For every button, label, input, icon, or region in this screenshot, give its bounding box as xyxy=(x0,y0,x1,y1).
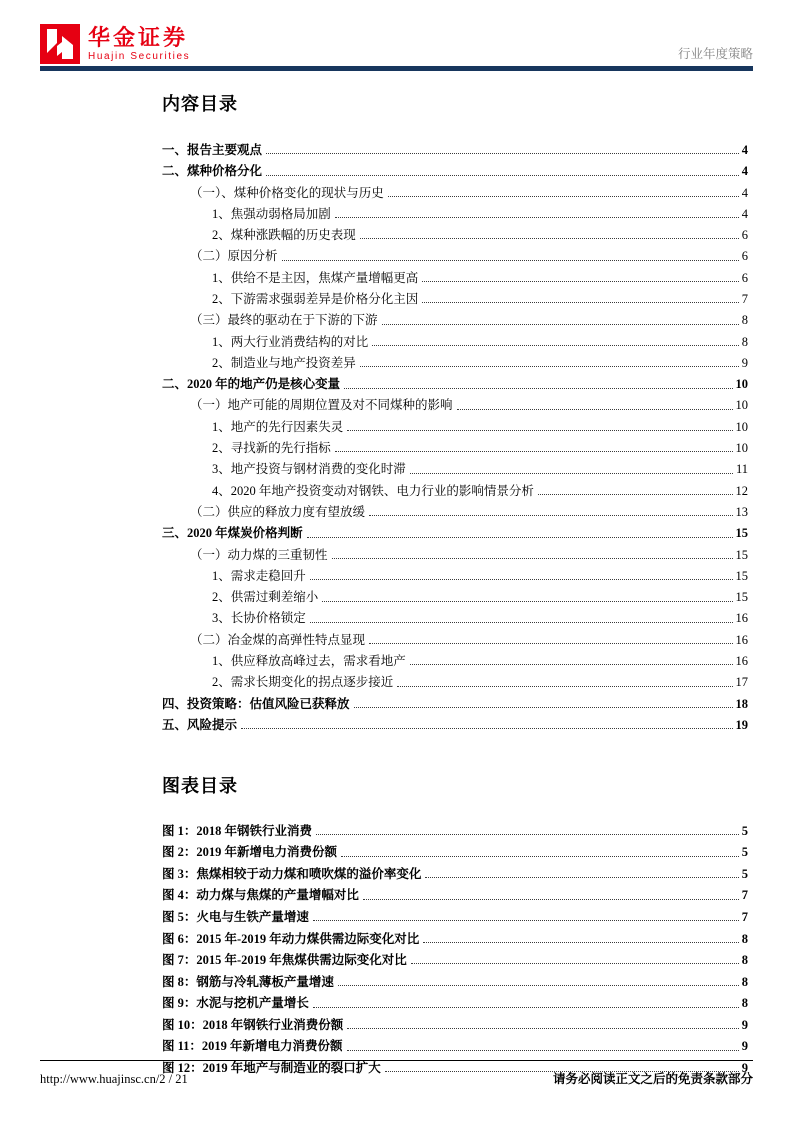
entry-label: （一）、煤种价格变化的现状与历史 xyxy=(190,185,384,200)
entry-label: 1、两大行业消费结构的对比 xyxy=(212,334,369,349)
dot-leader xyxy=(344,388,732,389)
dot-leader xyxy=(372,345,738,346)
dot-leader xyxy=(410,473,733,474)
entry-page-number: 7 xyxy=(741,888,748,903)
figure-entry[interactable] xyxy=(162,946,748,968)
dot-leader xyxy=(457,409,733,410)
entry-label: 图 9：水泥与挖机产量增长 xyxy=(162,996,309,1011)
dot-leader xyxy=(282,260,739,261)
entry-label: 2、需求长期变化的拐点逐步接近 xyxy=(212,675,394,690)
entry-page-number: 8 xyxy=(741,334,748,349)
dot-leader xyxy=(313,1007,739,1008)
entry-label: （三）最终的驱动在于下游的下游 xyxy=(190,313,378,328)
brand xyxy=(40,24,190,64)
toc-entry[interactable] xyxy=(162,605,748,626)
dot-leader xyxy=(266,153,739,154)
entry-label: 一、报告主要观点 xyxy=(162,142,263,157)
entry-page-number: 4 xyxy=(741,164,748,179)
entry-page-number: 4 xyxy=(741,185,748,200)
dot-leader xyxy=(410,664,733,665)
entry-page-number: 4 xyxy=(741,206,748,221)
toc-entry[interactable] xyxy=(162,477,748,498)
entry-label: 图 8：钢筋与冷轧薄板产量增速 xyxy=(162,974,334,989)
toc-title: 内容目录 xyxy=(162,94,238,114)
entry-page-number: 11 xyxy=(735,462,748,477)
entry-label: 二、2020 年的地产仍是核心变量 xyxy=(162,377,341,392)
entry-label: 图 3：焦煤相较于动力煤和喷吹煤的溢价率变化 xyxy=(162,866,422,881)
toc-entry[interactable] xyxy=(162,242,748,263)
entry-page-number: 10 xyxy=(735,398,748,413)
entry-page-number: 7 xyxy=(741,292,748,306)
entry-label: （二）供应的释放力度有望放缓 xyxy=(190,504,366,519)
dot-leader xyxy=(338,985,739,986)
dot-leader xyxy=(360,238,739,239)
toc-entry[interactable] xyxy=(162,626,748,647)
toc-entry[interactable] xyxy=(162,519,748,540)
entry-label: （二）原因分析 xyxy=(190,249,278,264)
toc-entry[interactable] xyxy=(162,413,748,434)
entry-page-number: 9 xyxy=(741,1017,748,1032)
dot-leader xyxy=(266,175,739,176)
entry-page-number: 8 xyxy=(741,931,748,946)
entry-label: 三、2020 年煤炭价格判断 xyxy=(162,526,303,541)
dot-leader xyxy=(310,622,733,623)
toc-entry[interactable] xyxy=(162,562,748,583)
entry-label: 2、制造业与地产投资差异 xyxy=(212,355,356,370)
entry-page-number: 8 xyxy=(741,313,748,328)
dot-leader xyxy=(354,707,733,708)
entry-label: 图 6：2015 年-2019 年动力煤供需边际变化对比 xyxy=(162,931,420,946)
entry-page-number: 5 xyxy=(741,845,748,860)
entry-label: 3、地产投资与钢材消费的变化时滞 xyxy=(212,462,406,477)
entry-page-number: 13 xyxy=(735,504,748,519)
dot-leader xyxy=(310,579,733,580)
entry-label: 图 1：2018 年钢铁行业消费 xyxy=(162,823,313,838)
entry-label: （一）动力煤的三重韧性 xyxy=(190,547,328,562)
figure-entry[interactable] xyxy=(162,816,748,838)
entry-label: 图 7：2015 年-2019 年焦煤供需边际变化对比 xyxy=(162,953,407,968)
toc-entry[interactable] xyxy=(162,541,748,562)
dot-leader xyxy=(347,1028,738,1029)
brand-name-en: Huajin Securities xyxy=(88,51,191,63)
toc-entry[interactable] xyxy=(162,179,748,200)
toc-entry[interactable] xyxy=(162,136,748,157)
footer-rule xyxy=(40,1060,753,1061)
entry-label: 2、煤种涨跌幅的历史表现 xyxy=(212,228,356,243)
figure-entry[interactable] xyxy=(162,967,748,989)
entry-page-number: 9 xyxy=(741,1039,748,1054)
dot-leader xyxy=(382,324,739,325)
figures-list xyxy=(162,816,748,1075)
toc-entry[interactable] xyxy=(162,349,748,370)
dot-leader xyxy=(423,942,738,943)
entry-label: 1、供应释放高峰过去，需求看地产 xyxy=(212,654,406,669)
toc-entry[interactable] xyxy=(162,583,748,604)
entry-page-number: 9 xyxy=(741,1061,748,1076)
toc-entry[interactable] xyxy=(162,306,748,327)
entry-page-number: 17 xyxy=(735,675,748,690)
toc-entry[interactable] xyxy=(162,200,748,221)
entry-page-number: 9 xyxy=(741,355,748,370)
entry-label: 图 4：动力煤与焦煤的产量增幅对比 xyxy=(162,888,359,903)
dot-leader xyxy=(369,643,732,644)
dot-leader xyxy=(425,877,738,878)
entry-label: 四、投资策略：估值风险已获释放 xyxy=(162,696,350,711)
entry-page-number: 7 xyxy=(741,909,748,924)
dot-leader xyxy=(313,920,739,921)
entry-label: （二）冶金煤的高弹性特点显现 xyxy=(190,632,366,647)
dot-leader xyxy=(347,430,732,431)
entry-page-number: 18 xyxy=(735,696,748,711)
figure-entry[interactable] xyxy=(162,881,748,903)
toc-entry[interactable] xyxy=(162,264,748,285)
dot-leader xyxy=(411,963,739,964)
entry-page-number: 15 xyxy=(735,526,748,541)
entry-page-number: 8 xyxy=(741,996,748,1011)
dot-leader xyxy=(335,451,733,452)
entry-label: 五、风险提示 xyxy=(162,717,238,732)
figure-entry[interactable] xyxy=(162,838,748,860)
entry-page-number: 8 xyxy=(741,953,748,968)
entry-label: 1、供给不是主因，焦煤产量增幅更高 xyxy=(212,270,419,285)
toc-entry[interactable] xyxy=(162,392,748,413)
content-area xyxy=(162,90,748,1075)
dot-leader xyxy=(360,366,739,367)
entry-page-number: 6 xyxy=(741,228,748,243)
brand-text xyxy=(88,24,190,63)
footer-url-link[interactable]: http://www.huajinsc.cn/2 / 21 xyxy=(40,1072,188,1086)
toc-entry[interactable] xyxy=(162,434,748,455)
toc-entry[interactable] xyxy=(162,711,748,732)
page-footer xyxy=(40,1060,753,1087)
dot-leader xyxy=(422,281,738,282)
figure-entry[interactable] xyxy=(162,1032,748,1054)
entry-label: 1、需求走稳回升 xyxy=(212,568,306,583)
entry-page-number: 19 xyxy=(735,717,748,732)
huajin-logo-icon xyxy=(40,24,80,64)
toc-entry[interactable] xyxy=(162,668,748,689)
entry-page-number: 16 xyxy=(735,632,748,647)
dot-leader xyxy=(307,537,733,538)
entry-page-number: 5 xyxy=(741,866,748,881)
entry-label: 图 11：2019 年新增电力消费份额 xyxy=(162,1039,343,1054)
dot-leader xyxy=(332,558,733,559)
entry-label: 1、地产的先行因素失灵 xyxy=(212,419,344,434)
dot-leader xyxy=(316,834,739,835)
header-rule xyxy=(40,66,753,71)
entry-label: 图 2：2019 年新增电力消费份额 xyxy=(162,845,338,860)
dot-leader xyxy=(397,686,732,687)
toc-entry[interactable] xyxy=(162,157,748,178)
toc-list xyxy=(162,136,748,732)
entry-label: 4、2020 年地产投资变动对钢铁、电力行业的影响情景分析 xyxy=(212,483,534,498)
toc-entry[interactable] xyxy=(162,328,748,349)
entry-page-number: 6 xyxy=(741,249,748,264)
entry-page-number: 15 xyxy=(735,568,748,583)
dot-leader xyxy=(363,899,739,900)
dot-leader xyxy=(335,217,739,218)
entry-label: 3、长协价格锁定 xyxy=(212,611,306,626)
page-header xyxy=(40,16,753,64)
entry-label: 图 5：火电与生铁产量增速 xyxy=(162,909,309,924)
toc-entry[interactable] xyxy=(162,498,748,519)
entry-page-number: 12 xyxy=(735,483,748,498)
dot-leader xyxy=(388,196,739,197)
footer-disclaimer: 请务必阅读正文之后的免责条款部分 xyxy=(552,1072,753,1086)
entry-page-number: 4 xyxy=(741,142,748,157)
entry-label: 2、寻找新的先行指标 xyxy=(212,441,331,456)
toc-entry[interactable] xyxy=(162,370,748,391)
entry-page-number: 15 xyxy=(735,590,748,605)
entry-label: 图 10：2018 年钢铁行业消费份额 xyxy=(162,1017,344,1032)
dot-leader xyxy=(538,494,733,495)
figure-entry[interactable] xyxy=(162,860,748,882)
entry-label: 1、焦强动弱格局加剧 xyxy=(212,206,331,221)
entry-label: （一）地产可能的周期位置及对不同煤种的影响 xyxy=(190,398,453,413)
dot-leader xyxy=(422,302,738,303)
toc-entry[interactable] xyxy=(162,690,748,711)
figure-entry[interactable] xyxy=(162,1011,748,1033)
entry-page-number: 6 xyxy=(741,270,748,285)
entry-page-number: 16 xyxy=(735,654,748,669)
entry-label: 图 12：2019 年地产与制造业的裂口扩大 xyxy=(162,1061,381,1076)
entry-page-number: 15 xyxy=(735,547,748,562)
entry-page-number: 10 xyxy=(735,419,748,434)
dot-leader xyxy=(322,601,732,602)
entry-page-number: 10 xyxy=(735,377,748,392)
figures-title: 图表目录 xyxy=(162,776,238,797)
entry-label: 二、煤种价格分化 xyxy=(162,164,263,179)
toc-entry[interactable] xyxy=(162,221,748,242)
dot-leader xyxy=(341,856,739,857)
figure-entry[interactable] xyxy=(162,989,748,1011)
entry-label: 2、下游需求强弱差异是价格分化主因 xyxy=(212,292,419,306)
entry-page-number: 10 xyxy=(735,441,748,456)
entry-page-number: 5 xyxy=(741,823,748,838)
figure-entry[interactable] xyxy=(162,903,748,925)
dot-leader xyxy=(347,1050,739,1051)
toc-entry[interactable] xyxy=(162,285,748,306)
entry-label: 2、供需过剩差缩小 xyxy=(212,590,319,605)
dot-leader xyxy=(241,728,732,729)
dot-leader xyxy=(369,515,732,516)
entry-page-number: 8 xyxy=(741,974,748,989)
brand-name-cn: 华金证券 xyxy=(88,25,189,50)
entry-page-number: 16 xyxy=(735,611,748,626)
footer-row xyxy=(40,1069,753,1087)
toc-entry[interactable] xyxy=(162,647,748,668)
toc-entry[interactable] xyxy=(162,455,748,476)
figure-entry[interactable] xyxy=(162,924,748,946)
doc-type-label: 行业年度策略 xyxy=(677,47,753,61)
